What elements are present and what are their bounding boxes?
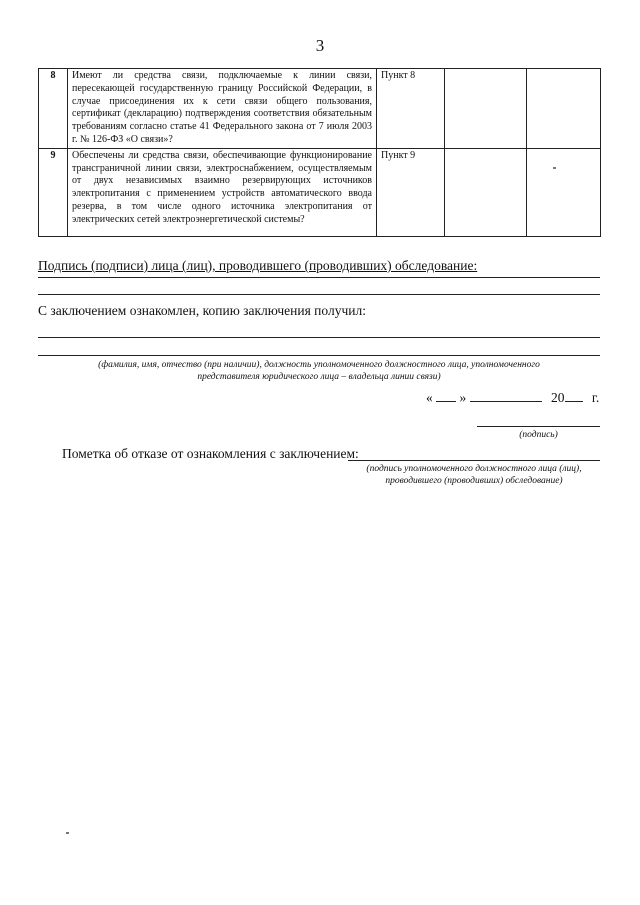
empty-cell [527, 69, 601, 149]
year-prefix: 20 [551, 390, 565, 405]
page-number: 3 [315, 36, 325, 55]
day-field[interactable] [436, 389, 456, 402]
familiarization-text: С заключением ознакомлен, копию заключения получил: [38, 303, 366, 318]
year-suffix: г. [591, 390, 600, 405]
familiarization-line [38, 337, 600, 338]
question-text: Имеют ли средства связи, подключаемые к линии связи, пересекающей государственную границу Российской Федерации, в случае присоединения их к сети связи общего пользования, сертификат (декларацию) подтверждения соответствия обязательным требованиям согласно статье 41 Федерального закона от 7 июля 2003 г. № 126-ФЗ «О связи»? [68, 69, 377, 149]
table-row [39, 148, 601, 236]
empty-cell [527, 148, 601, 236]
year-field[interactable] [565, 389, 583, 402]
question-text: Обеспечены ли средства связи, обеспечивающие функционирование трансграничной линии связи, электроснабжением, осуществляемым от двух независимых взаимно резервирующих источников электропитания с применением устройств автоматического ввода резерва, в том числе одного источника электропитания от электрических сетей электроэнергетической системы? [68, 148, 377, 236]
scan-speck [553, 167, 556, 169]
empty-cell [445, 148, 527, 236]
refusal-caption-line1: (подпись уполномоченного должностного лица (лиц), [366, 464, 582, 474]
signature-field-line [477, 426, 600, 427]
row-number: 9 [39, 148, 68, 236]
empty-cell [445, 69, 527, 149]
name-caption [38, 359, 600, 383]
name-caption-line2: представителя юридического лица – владельца линии связи) [197, 372, 441, 382]
month-field[interactable] [470, 389, 542, 402]
refusal-caption [338, 463, 610, 487]
row-number: 8 [39, 69, 68, 149]
scan-speck [66, 832, 69, 834]
signature-caption: (подпись) [519, 430, 558, 440]
date-line [426, 389, 599, 406]
item-reference: Пункт 9 [377, 148, 445, 236]
refusal-line [348, 460, 600, 461]
refusal-caption-line2: проводившего (проводивших) обследование) [385, 476, 563, 486]
quote-open: « [426, 390, 433, 405]
item-reference: Пункт 8 [377, 69, 445, 149]
quote-close: » [459, 390, 467, 405]
table-row [39, 69, 601, 149]
refusal-text: Пометка об отказе от ознакомления с заключением: [62, 446, 359, 461]
name-line [38, 355, 600, 356]
signature-heading: Подпись (подписи) лица (лиц), проводившего (проводивших) обследование: [38, 258, 600, 278]
name-caption-line1: (фамилия, имя, отчество (при наличии), должность уполномоченного должностного лица, уполномоченного [98, 360, 540, 370]
checklist-table [38, 68, 601, 237]
signature-line [38, 294, 600, 295]
